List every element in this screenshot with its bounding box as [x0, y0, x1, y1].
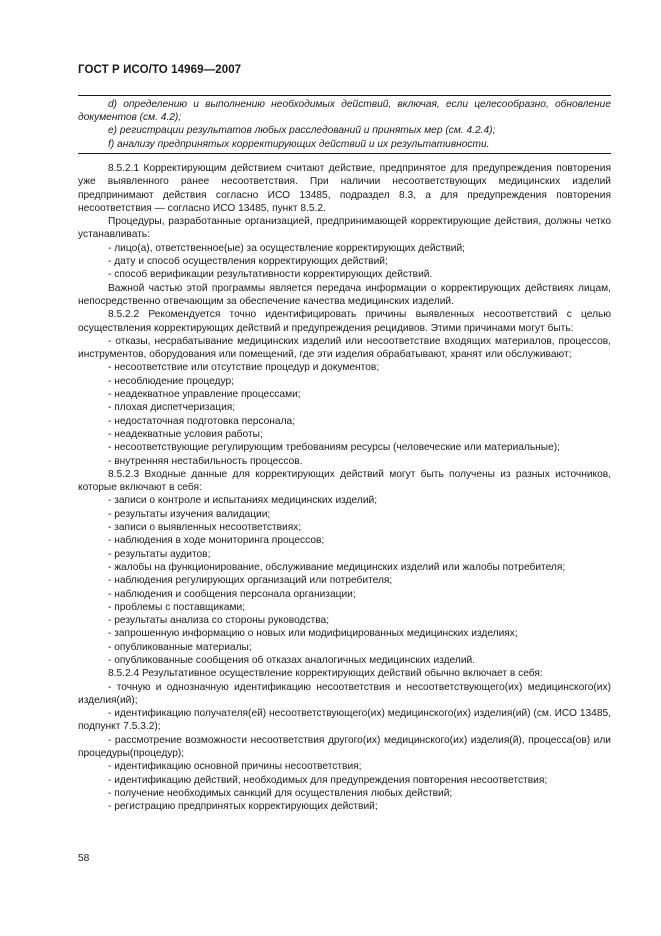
list-item: - дату и способ осуществления корректирующих действий; — [108, 256, 388, 268]
list-item: - внутренняя нестабильность процессов. — [108, 455, 303, 467]
list-item: - лицо(а), ответственное(ые) за осуществление корректирующих действий; — [108, 242, 465, 254]
list-item: - неадекватные условия работы; — [108, 428, 263, 440]
paragraph: 8.5.2.3 Входные данные для корректирующих действий могут быть получены из разных источников, которые включают в себя: — [78, 468, 611, 494]
list-item: - наблюдения в ходе мониторинга процессов; — [108, 535, 325, 547]
list-item-d: d) определению и выполнению необходимых действий, включая, если целесообразно, обновление документов (см. 4.2); — [78, 99, 611, 124]
list-item: - записи о контроле и испытаниях медицинских изделий; — [108, 495, 378, 507]
paragraph: 8.5.2.1 Корректирующим действием считают действие, предпринятое для предупреждения повторения уже выявленного ранее несоответствия. При наличии несоответствующих медицинских изделий предпринимают действия согласно ИСО 13485, подраздел 8.3, а для предупреждения повторения несоответствия — согласно ИСО 13485, пункт 8.5.2. — [78, 163, 611, 214]
list-item: - несоответствие или отсутствие процедур и документов; — [108, 362, 380, 374]
list-item-f: f) анализу предпринятых корректирующих действий и их результативности. — [108, 138, 490, 150]
list-item: - идентификацию основной причины несоответствия; — [108, 761, 362, 773]
list-item: - плохая диспетчеризация; — [108, 402, 236, 414]
body-text — [78, 162, 611, 814]
list-item: - неадекватное управление процессами; — [108, 389, 301, 401]
list-item: - получение необходимых санкций для осуществления любых действий; — [108, 787, 453, 799]
paragraph: - рассмотрение возможности несоответствия другого(их) медицинского(их) изделия(й), процесса(ов) или процедуры(процедур); — [78, 734, 611, 760]
list-item: - способ верификации результативности корректирующих действий. — [108, 269, 433, 281]
list-item: - результаты изучения валидации; — [108, 508, 271, 520]
list-item: - записи о выявленных несоответствиях; — [108, 522, 302, 534]
list-item: - опубликованные материалы; — [108, 641, 252, 653]
list-item: - запрошенную информацию о новых или модифицированных медицинских изделиях; — [108, 628, 518, 640]
list-item-e: e) регистрации результатов любых расследований и принятых мер (см. 4.2.4); — [108, 125, 496, 137]
list-item: - наблюдения и сообщения персонала организации; — [108, 588, 356, 600]
paragraph: - отказы, несрабатывание медицинских изделий или несоответствие входящих материалов, процессов, инструментов, оборудования или помещений, где эти изделия обрабатывают, хранят или обслуживают; — [78, 335, 611, 361]
paragraph: Процедуры, разработанные организацией, предпринимающей корректирующие действия, должны четко устанавливать: — [78, 216, 611, 241]
list-item: - жалобы на функционирование, обслуживание медицинских изделий или жалобы потребителя; — [108, 561, 566, 573]
continued-list-box — [78, 95, 611, 154]
list-item: - несоблюдение процедур; — [108, 375, 234, 387]
list-item: - регистрацию предпринятых корректирующих действий; — [108, 801, 378, 813]
document-header: ГОСТ Р ИСО/ТО 14969—2007 — [78, 64, 242, 76]
list-item: - недостаточная подготовка персонала; — [108, 415, 296, 427]
paragraph: 8.5.2.4 Результативное осуществление корректирующих действий обычно включает в себя: — [108, 668, 543, 680]
list-item: - наблюдения регулирующих организаций или потребителя; — [108, 575, 393, 587]
list-item: - несоответствующие регулирующим требованиям ресурсы (человеческие или материальные); — [108, 442, 561, 454]
paragraph: 8.5.2.2 Рекомендуется точно идентифицировать причины выявленных несоответствий с целью осуществления корректирующих действий и предупреждения рецидивов. Этими причинами могут быть: — [78, 309, 611, 334]
paragraph: - идентификацию получателя(ей) несоответствующего(их) медицинского(их) изделия(ий) (см. ИСО 13485, подпункт 7.5.3.2); — [78, 708, 611, 733]
page-number: 58 — [78, 853, 90, 864]
list-item: - результаты аудитов; — [108, 548, 211, 560]
paragraph: Важной частью этой программы является передача информации о корректирующих действиях лицам, непосредственно отвечающим за обеспечение качества медицинских изделий. — [78, 282, 611, 307]
list-item: - опубликованные сообщения об отказах аналогичных медицинских изделий. — [108, 654, 476, 666]
list-item: - идентификацию действий, необходимых для предупреждения повторения несоответствия; — [108, 774, 548, 786]
list-item: - проблемы с поставщиками; — [108, 601, 245, 613]
list-item: - результаты анализа со стороны руководства; — [108, 615, 330, 627]
paragraph: - точную и однозначную идентификацию несоответствия и несоответствующего(их) медицинского(их) изделия(ий); — [78, 681, 611, 706]
